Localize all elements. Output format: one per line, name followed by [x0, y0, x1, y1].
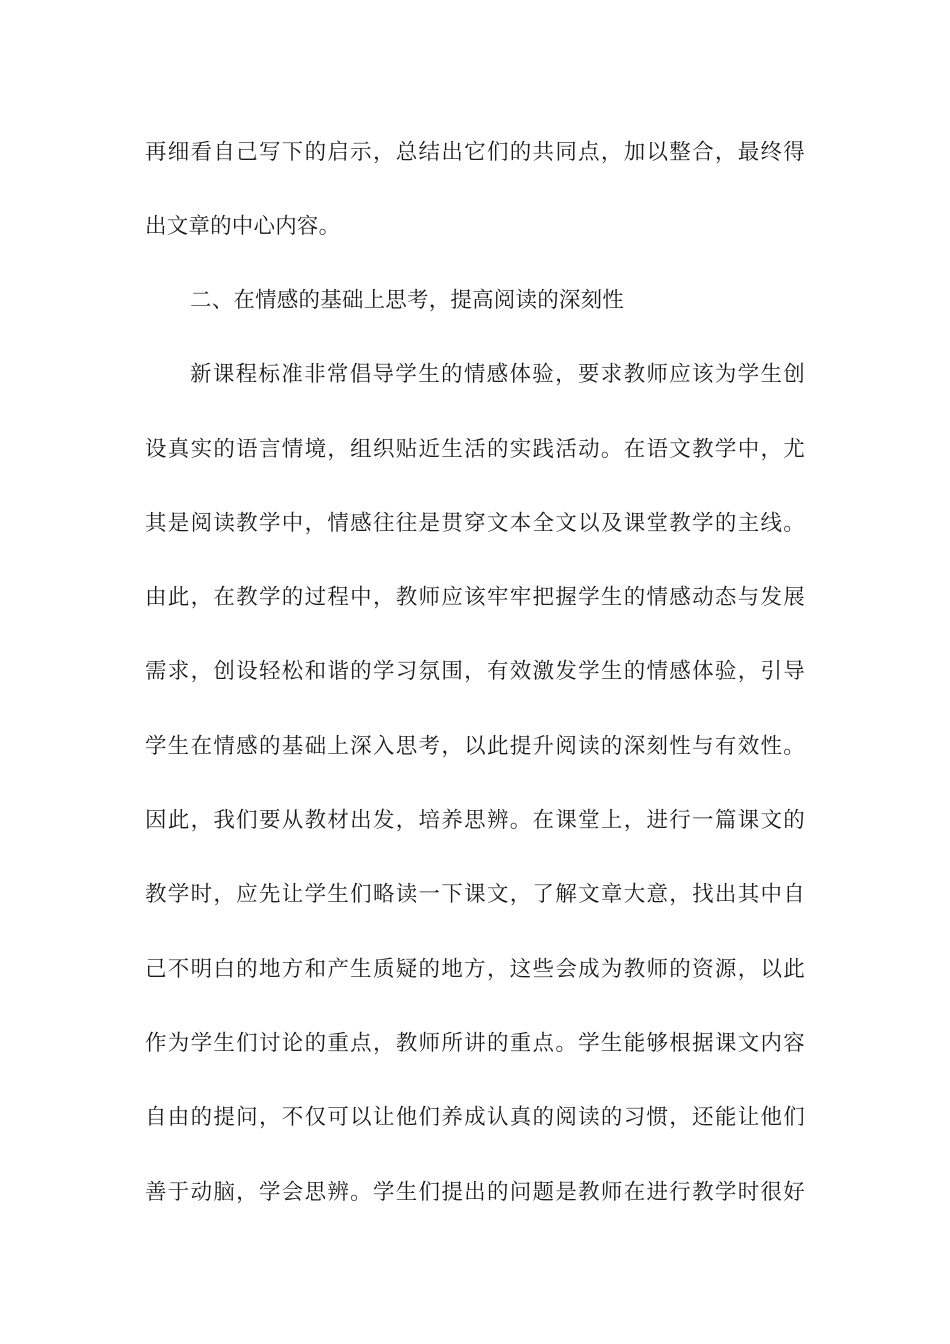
paragraph-line: 出文章的中心内容。	[145, 214, 341, 239]
paragraph-line: 善于动脑，学会思辨。学生们提出的问题是教师在进行教学时很好	[145, 1180, 805, 1205]
paragraph-line: 自由的提问，不仅可以让他们养成认真的阅读的习惯，还能让他们	[145, 1105, 805, 1130]
paragraph-line: 作为学生们讨论的重点，教师所讲的重点。学生能够根据课文内容	[145, 1031, 805, 1056]
paragraph-line: 新课程标准非常倡导学生的情感体验，要求教师应该为学生创	[190, 362, 805, 387]
section-heading: 二、在情感的基础上思考，提高阅读的深刻性	[190, 288, 625, 313]
paragraph-line: 教学时，应先让学生们略读一下课文，了解文章大意，找出其中自	[145, 882, 805, 907]
paragraph-line: 因此，我们要从教材出发，培养思辨。在课堂上，进行一篇课文的	[145, 808, 805, 833]
paragraph-line: 其是阅读教学中，情感往往是贯穿文本全文以及课堂教学的主线。	[145, 511, 805, 536]
paragraph-line: 己不明白的地方和产生质疑的地方，这些会成为教师的资源，以此	[145, 957, 805, 982]
paragraph-line: 学生在情感的基础上深入思考，以此提升阅读的深刻性与有效性。	[145, 734, 805, 759]
paragraph-line: 再细看自己写下的启示，总结出它们的共同点，加以整合，最终得	[145, 140, 805, 165]
paragraph-line: 由此，在教学的过程中，教师应该牢牢把握学生的情感动态与发展	[145, 585, 805, 610]
paragraph-line: 设真实的语言情境，组织贴近生活的实践活动。在语文教学中，尤	[145, 437, 805, 462]
paragraph-line: 需求，创设轻松和谐的学习氛围，有效激发学生的情感体验，引导	[145, 659, 805, 684]
